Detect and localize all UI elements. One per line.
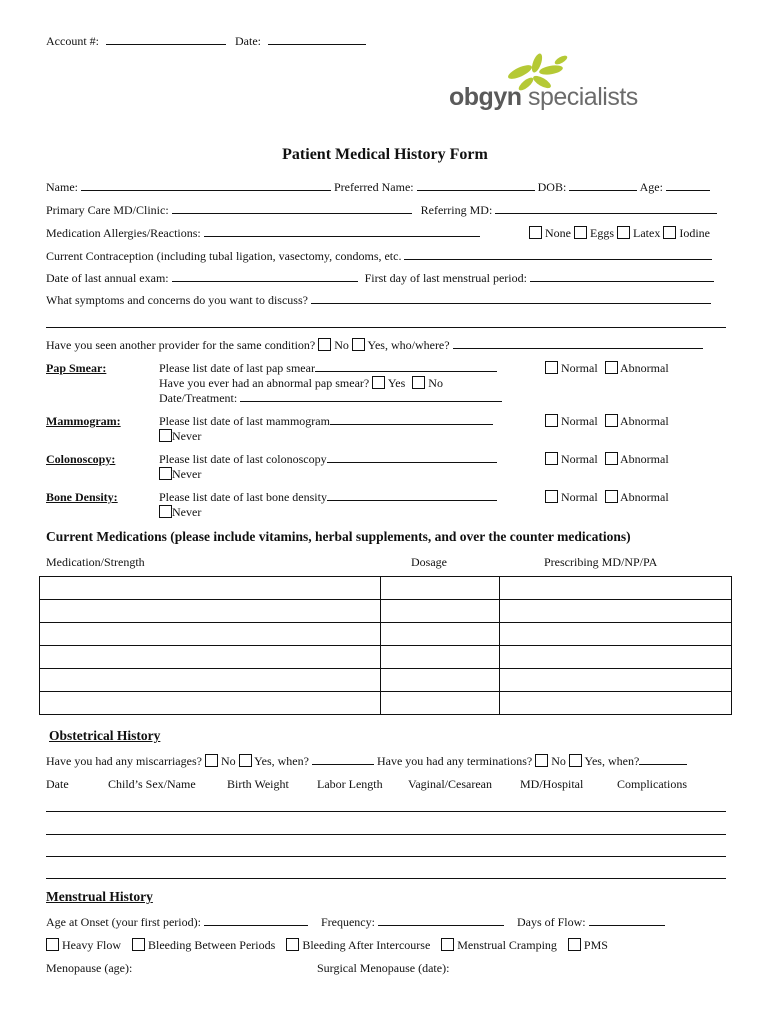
name-row — [46, 180, 710, 195]
colonoscopy-result — [545, 452, 669, 467]
first-day-period-field[interactable] — [530, 271, 714, 282]
miscarriages-yes-label: Yes, when? — [254, 754, 309, 768]
logo-light-text: specialists — [521, 83, 638, 111]
primary-care-field[interactable] — [172, 203, 412, 214]
symptoms-field[interactable] — [311, 293, 711, 304]
medication-cell[interactable] — [40, 669, 381, 692]
mammogram-abnormal-label: Abnormal — [620, 414, 669, 428]
table-row — [40, 577, 732, 600]
symptoms-row — [46, 293, 711, 308]
preferred-name-label: Preferred Name: — [334, 180, 414, 194]
ob-col-date: Date — [46, 777, 69, 791]
allergy-eggs-label: Eggs — [590, 226, 614, 240]
allergies-field[interactable] — [204, 226, 480, 237]
bone-density-line1-label: Please list date of last bone density — [159, 490, 327, 504]
dosage-cell[interactable] — [380, 577, 500, 600]
terminations-yes-label: Yes, when? — [584, 754, 640, 768]
days-flow-field[interactable] — [589, 915, 665, 926]
allergy-latex-checkbox[interactable] — [617, 226, 630, 239]
dosage-cell[interactable] — [380, 692, 500, 715]
colonoscopy-line1 — [159, 452, 497, 467]
first-day-period-label: First day of last menstrual period: — [364, 271, 527, 285]
pap-yes-label: Yes — [387, 376, 406, 390]
pap-abnormal-label: Abnormal — [620, 361, 669, 375]
frequency-field[interactable] — [378, 915, 504, 926]
pap-no-label: No — [428, 376, 443, 390]
medications-heading: Current Medications (please include vitamins, herbal supplements, and over the counter medications) — [46, 529, 631, 544]
bone-density-normal-label: Normal — [561, 490, 598, 504]
terminations-when-field[interactable] — [639, 754, 687, 765]
account-row — [46, 34, 366, 49]
seen-provider-yes-label: Yes, who/where? — [367, 338, 450, 352]
logo-bold-text: obgyn — [449, 83, 522, 111]
bone-density-never-label: Never — [172, 505, 202, 519]
mammogram-result — [545, 414, 669, 429]
miscarriage-row — [46, 754, 687, 769]
allergy-options — [529, 226, 710, 241]
miscarriages-yes-checkbox[interactable] — [239, 754, 252, 767]
colonoscopy-never — [159, 467, 201, 482]
bone-density-line1 — [159, 490, 497, 505]
account-label: Account #: — [46, 34, 99, 48]
seen-provider-no-checkbox[interactable] — [318, 338, 331, 351]
ob-col-labor: Labor Length — [317, 777, 383, 791]
pap-line3-label: Date/Treatment: — [159, 391, 238, 405]
cramping-label: Menstrual Cramping — [457, 938, 557, 952]
menstrual-heading: Menstrual History — [46, 889, 153, 904]
cramping-checkbox[interactable] — [441, 938, 454, 951]
bleeding-between-label: Bleeding Between Periods — [148, 938, 276, 952]
name-field[interactable] — [81, 180, 331, 191]
pap-line1 — [159, 361, 497, 376]
colonoscopy-normal-checkbox[interactable] — [545, 452, 558, 465]
medication-cell[interactable] — [40, 646, 381, 669]
account-field[interactable] — [106, 34, 226, 45]
onset-row — [46, 915, 665, 930]
dosage-cell[interactable] — [380, 600, 500, 623]
preferred-name-field[interactable] — [417, 180, 535, 191]
bone-density-heading: Bone Density: — [46, 490, 118, 504]
pap-result — [545, 361, 669, 376]
seen-provider-no-label: No — [334, 338, 349, 352]
ob-col-hospital: MD/Hospital — [520, 777, 584, 791]
allergy-none-label: None — [545, 226, 571, 240]
last-exam-field[interactable] — [172, 271, 358, 282]
seen-provider-label: Have you seen another provider for the same condition? — [46, 338, 316, 352]
heavy-flow-label: Heavy Flow — [62, 938, 121, 952]
allergies-row — [46, 226, 480, 241]
age-field[interactable] — [666, 180, 710, 191]
bleeding-after-checkbox[interactable] — [286, 938, 299, 951]
miscarriages-no-label: No — [220, 754, 236, 768]
colonoscopy-date-field[interactable] — [327, 452, 497, 463]
bone-density-normal-checkbox[interactable] — [545, 490, 558, 503]
contraception-row — [46, 249, 712, 264]
pap-heading: Pap Smear: — [46, 361, 107, 375]
symptom-checkboxes-row — [46, 938, 608, 953]
mammogram-date-field[interactable] — [330, 414, 493, 425]
ob-entry-line[interactable] — [46, 811, 726, 812]
colonoscopy-never-label: Never — [172, 467, 202, 481]
pap-line3 — [159, 391, 502, 406]
table-row — [40, 692, 732, 715]
seen-provider-yes-checkbox[interactable] — [352, 338, 365, 351]
pap-line2-label: Have you ever had an abnormal pap smear? — [159, 376, 370, 390]
prescriber-cell[interactable] — [500, 646, 732, 669]
bone-density-result — [545, 490, 669, 505]
allergies-label: Medication Allergies/Reactions: — [46, 226, 201, 240]
allergy-iodine-label: Iodine — [679, 226, 710, 240]
ob-entry-line[interactable] — [46, 834, 726, 835]
mammogram-line1-label: Please list date of last mammogram — [159, 414, 330, 428]
mammogram-abnormal-checkbox[interactable] — [605, 414, 618, 427]
medications-table — [39, 576, 732, 715]
table-row — [40, 669, 732, 692]
prescriber-cell[interactable] — [500, 623, 732, 646]
table-row — [40, 623, 732, 646]
mammogram-never — [159, 429, 201, 444]
last-exam-row — [46, 271, 714, 286]
mammogram-heading: Mammogram: — [46, 414, 121, 428]
seen-provider-row — [46, 338, 703, 353]
seen-provider-field[interactable] — [453, 338, 703, 349]
allergy-iodine-checkbox[interactable] — [663, 226, 676, 239]
medication-cell[interactable] — [40, 692, 381, 715]
pms-label: PMS — [583, 938, 608, 952]
pap-abnormal-checkbox[interactable] — [605, 361, 618, 374]
bone-density-date-field[interactable] — [327, 490, 497, 501]
surgical-menopause-label: Surgical Menopause (date): — [317, 961, 450, 975]
terminations-label: Have you had any terminations? — [376, 754, 533, 768]
pap-normal-checkbox[interactable] — [545, 361, 558, 374]
pap-abnormal-no-checkbox[interactable] — [412, 376, 425, 389]
prescriber-cell[interactable] — [500, 600, 732, 623]
frequency-label: Frequency: — [320, 915, 375, 929]
medications-col3-header: Prescribing MD/NP/PA — [544, 555, 658, 569]
ob-col-weight: Birth Weight — [227, 777, 289, 791]
logo-wordmark — [449, 83, 638, 112]
obstetrical-heading: Obstetrical History — [49, 728, 161, 743]
miscarriages-no-checkbox[interactable] — [205, 754, 218, 767]
mammogram-never-checkbox[interactable] — [159, 429, 172, 442]
pap-line2 — [159, 376, 443, 391]
mammogram-line1 — [159, 414, 493, 429]
bone-density-abnormal-label: Abnormal — [620, 490, 669, 504]
heavy-flow-checkbox[interactable] — [46, 938, 59, 951]
medication-cell[interactable] — [40, 623, 381, 646]
terminations-yes-checkbox[interactable] — [569, 754, 582, 767]
allergy-latex-label: Latex — [633, 226, 661, 240]
colonoscopy-normal-label: Normal — [561, 452, 598, 466]
dosage-cell[interactable] — [380, 623, 500, 646]
ob-col-delivery: Vaginal/Cesarean — [408, 777, 492, 791]
dosage-cell[interactable] — [380, 669, 500, 692]
primary-care-label: Primary Care MD/Clinic: — [46, 203, 169, 217]
ob-col-complications: Complications — [617, 777, 687, 791]
prescriber-cell[interactable] — [500, 669, 732, 692]
dosage-cell[interactable] — [380, 646, 500, 669]
ob-col-child: Child’s Sex/Name — [108, 777, 196, 791]
pap-date-field[interactable] — [315, 361, 497, 372]
allergy-eggs-checkbox[interactable] — [574, 226, 587, 239]
miscarriages-when-field[interactable] — [312, 754, 374, 765]
bleeding-after-label: Bleeding After Intercourse — [302, 938, 431, 952]
page-title: Patient Medical History Form — [282, 146, 488, 163]
referring-md-field[interactable] — [495, 203, 717, 214]
menopause-label: Menopause (age): — [46, 961, 133, 975]
onset-label: Age at Onset (your first period): — [46, 915, 201, 929]
terminations-no-label: No — [551, 754, 566, 768]
bleeding-between-checkbox[interactable] — [132, 938, 145, 951]
dob-label: DOB: — [537, 180, 567, 194]
bone-density-abnormal-checkbox[interactable] — [605, 490, 618, 503]
onset-field[interactable] — [204, 915, 308, 926]
table-row — [40, 646, 732, 669]
last-exam-label: Date of last annual exam: — [46, 271, 169, 285]
prescriber-cell[interactable] — [500, 577, 732, 600]
symptoms-extra-line[interactable] — [46, 327, 726, 328]
mammogram-normal-checkbox[interactable] — [545, 414, 558, 427]
pap-treatment-field[interactable] — [240, 391, 502, 402]
pap-normal-label: Normal — [561, 361, 598, 375]
mammogram-never-label: Never — [172, 429, 202, 443]
dob-field[interactable] — [569, 180, 637, 191]
medication-cell[interactable] — [40, 600, 381, 623]
bone-density-never — [159, 505, 201, 520]
colonoscopy-abnormal-checkbox[interactable] — [605, 452, 618, 465]
table-row — [40, 600, 732, 623]
allergy-none-checkbox[interactable] — [529, 226, 542, 239]
bone-density-never-checkbox[interactable] — [159, 505, 172, 518]
medication-cell[interactable] — [40, 577, 381, 600]
pap-abnormal-yes-checkbox[interactable] — [372, 376, 385, 389]
pap-line1-label: Please list date of last pap smear — [159, 361, 315, 375]
symptoms-label: What symptoms and concerns do you want to discuss? — [46, 293, 308, 307]
medications-col1-header: Medication/Strength — [46, 555, 145, 569]
prescriber-cell[interactable] — [500, 692, 732, 715]
miscarriages-label: Have you had any miscarriages? — [46, 754, 202, 768]
date-label: Date: — [235, 34, 261, 48]
days-flow-label: Days of Flow: — [516, 915, 586, 929]
contraception-label: Current Contraception (including tubal ligation, vasectomy, condoms, etc. — [46, 249, 402, 263]
mammogram-normal-label: Normal — [561, 414, 598, 428]
colonoscopy-abnormal-label: Abnormal — [620, 452, 669, 466]
primary-care-row — [46, 203, 717, 218]
terminations-no-checkbox[interactable] — [535, 754, 548, 767]
ob-entry-line[interactable] — [46, 878, 726, 879]
age-label: Age: — [639, 180, 663, 194]
pms-checkbox[interactable] — [568, 938, 581, 951]
date-field[interactable] — [268, 34, 366, 45]
referring-md-label: Referring MD: — [420, 203, 493, 217]
name-label: Name: — [46, 180, 78, 194]
colonoscopy-line1-label: Please list date of last colonoscopy — [159, 452, 327, 466]
colonoscopy-never-checkbox[interactable] — [159, 467, 172, 480]
ob-entry-line[interactable] — [46, 856, 726, 857]
colonoscopy-heading: Colonoscopy: — [46, 452, 116, 466]
medications-col2-header: Dosage — [411, 555, 447, 569]
contraception-field[interactable] — [404, 249, 712, 260]
